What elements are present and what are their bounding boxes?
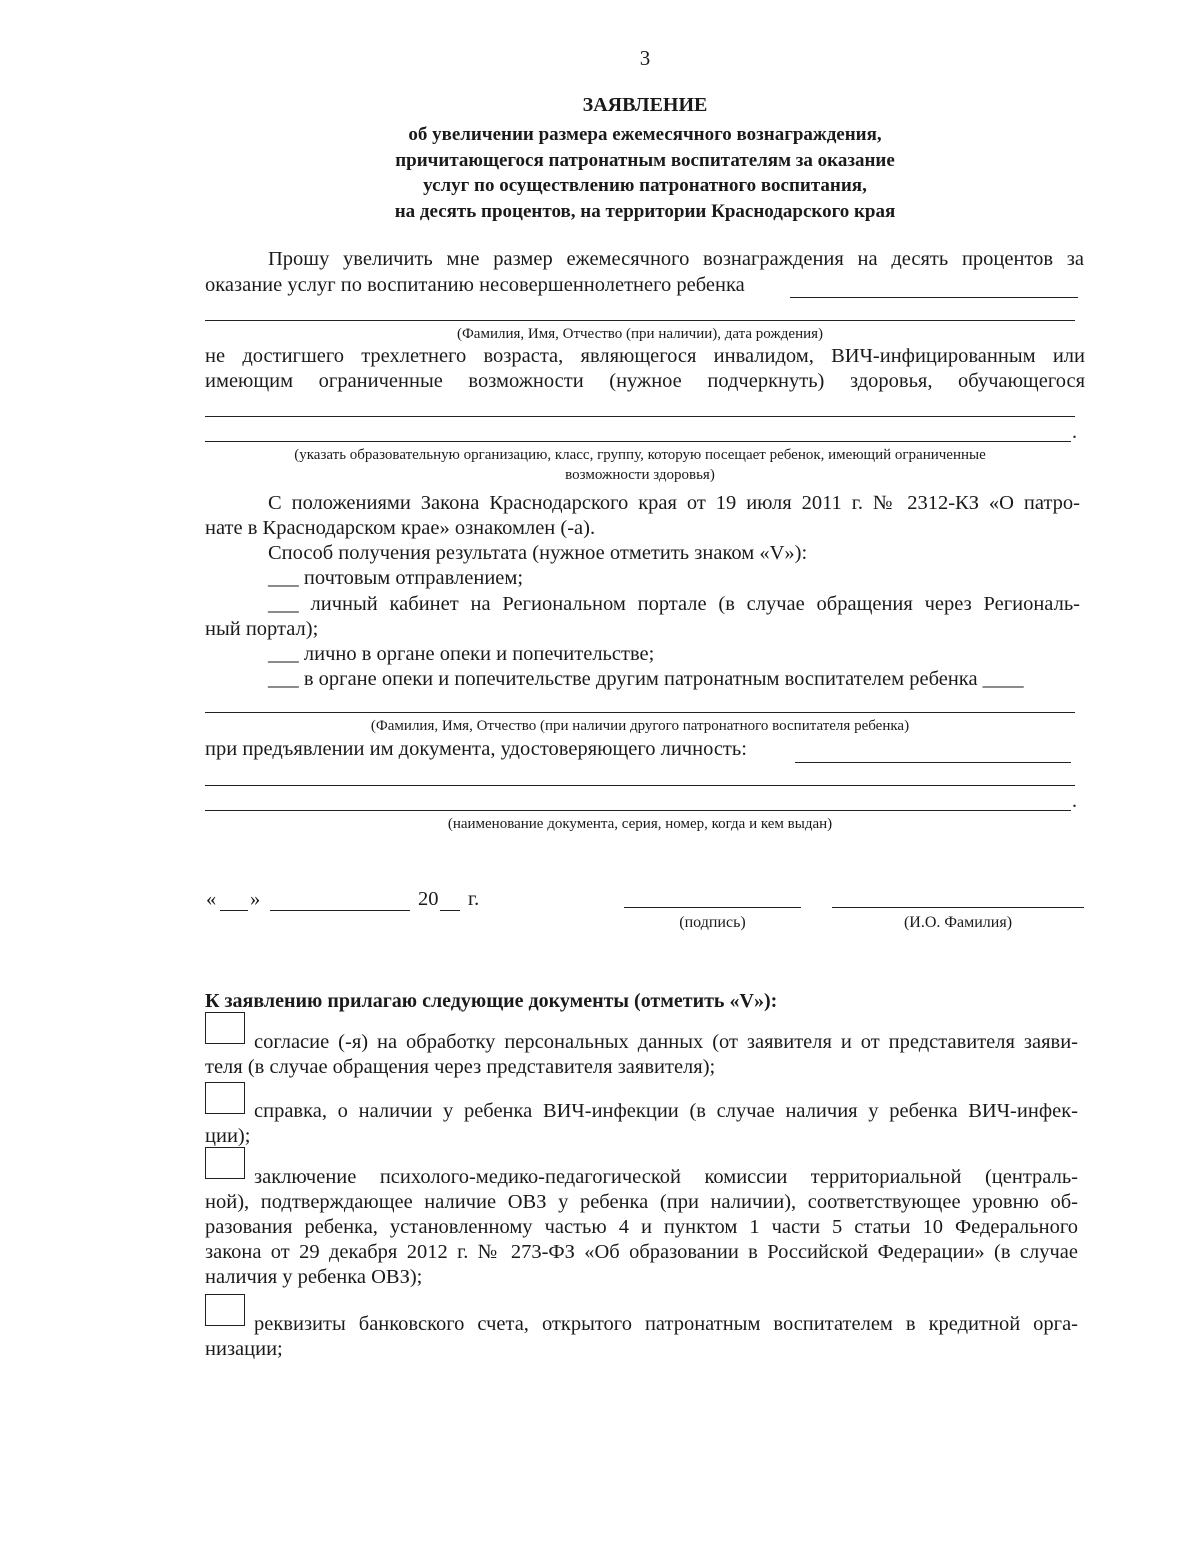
date-year-suffix: г.	[468, 888, 480, 910]
attachment-pmpk-line-3: разования ребенка, установленному частью 4 и пунктом 1 части 5 статьи 10 Федерального	[205, 1216, 1078, 1238]
title-line-4: на десять процентов, на территории Краснодарского края	[394, 201, 896, 222]
title-line-3: услуг по осуществлению патронатного воспитания,	[423, 175, 867, 196]
method-option-in-person[interactable]: ___ лично в органе опеки и попечительстве;	[268, 643, 655, 665]
attachment-pmpk-line-1: заключение психолого-медико-педагогической комиссии территориальной (централь-	[254, 1166, 1078, 1188]
date-close-quote: »	[250, 888, 261, 910]
date-open-quote: «	[206, 888, 217, 910]
date-year-field[interactable]	[440, 910, 460, 911]
date-day-field[interactable]	[220, 910, 248, 911]
identity-document-field[interactable]	[795, 762, 1071, 763]
title-line-2: причитающегося патронатным воспитателям за оказание	[395, 150, 895, 171]
child-caption: (Фамилия, Имя, Отчество (при наличии), дата рождения)	[456, 326, 824, 342]
law-line-1: С положениями Закона Краснодарского края от 19 июля 2011 г. № 2312-КЗ «О патро-	[268, 492, 1080, 514]
attachment-bank-line-2: низации;	[205, 1338, 283, 1360]
attachment-pmpk-line-4: закона от 29 декабря 2012 г. № 273-ФЗ «Об образовании в Российской Федерации» (в случае	[205, 1241, 1078, 1263]
page-number: 3	[639, 46, 651, 70]
child-name-field[interactable]	[790, 297, 1078, 298]
presentation-text: при предъявлении им документа, удостоверяющего личность:	[205, 738, 747, 760]
attachment-pmpk-line-2: ной), подтверждающее наличие ОВЗ у ребенка (при наличии), соответствующее уровню об-	[205, 1191, 1078, 1213]
attachment-checkbox-consent[interactable]	[205, 1012, 245, 1044]
organization-field-1[interactable]	[205, 416, 1075, 417]
method-option-mail[interactable]: ___ почтовым отправлением;	[268, 567, 524, 589]
document-heading: ЗАЯВЛЕНИЕ	[582, 94, 708, 116]
attachment-checkbox-pmpk-conclusion[interactable]	[205, 1147, 245, 1179]
attachment-bank-line-1: реквизиты банковского счета, открытого патронатным воспитателем в кредитной орга-	[254, 1313, 1078, 1335]
method-heading: Способ получения результата (нужное отметить знаком «V»):	[268, 542, 808, 564]
document-caption: (наименование документа, серия, номер, когда и кем выдан)	[447, 816, 833, 832]
other-guardian-field[interactable]	[205, 712, 1075, 713]
attachment-checkbox-bank-details[interactable]	[205, 1294, 245, 1326]
identity-document-field-3[interactable]	[205, 810, 1071, 811]
attachment-consent-line-1: согласие (-я) на обработку персональных данных (от заявителя и от представителя заяви-	[254, 1031, 1078, 1053]
law-line-2: нате в Краснодарском крае» ознакомлен (-а).	[205, 517, 596, 539]
date-year-prefix: 20	[418, 888, 439, 910]
organization-caption-1: (указать образовательную организацию, класс, группу, которую посещает ребенок, имеющий ограниченные	[294, 447, 986, 463]
method-option-portal-cont: ный портал);	[205, 618, 319, 640]
child-name-field-2[interactable]	[205, 320, 1075, 321]
intro-line-1: Прошу увеличить мне размер ежемесячного вознаграждения на десять процентов за	[268, 248, 1084, 270]
condition-line-2: имеющим ограниченные возможности (нужное подчеркнуть) здоровья, обучающегося	[205, 370, 1085, 392]
attachments-heading: К заявлению прилагаю следующие документы (отметить «V»):	[205, 990, 778, 1012]
attachment-hiv-line-1: справка, о наличии у ребенка ВИЧ-инфекции (в случае наличия у ребенка ВИЧ-инфек-	[254, 1100, 1078, 1122]
date-month-field[interactable]	[270, 910, 410, 911]
attachment-hiv-line-2: ции);	[205, 1125, 251, 1147]
signature-caption: (подпись)	[679, 914, 746, 931]
name-field[interactable]	[832, 907, 1084, 908]
name-caption: (И.О. Фамилия)	[903, 914, 1013, 931]
attachment-pmpk-line-5: наличия у ребенка ОВЗ);	[205, 1266, 423, 1288]
signature-field[interactable]	[624, 907, 801, 908]
attachment-checkbox-hiv-certificate[interactable]	[205, 1082, 245, 1114]
method-option-portal[interactable]: ___ личный кабинет на Региональном портале (в случае обращения через Региональ-	[268, 593, 1080, 615]
period-mark-2: .	[1072, 790, 1077, 812]
title-line-1: об увеличении размера ежемесячного вознаграждения,	[408, 124, 882, 145]
condition-line-1: не достигшего трехлетнего возраста, являющегося инвалидом, ВИЧ-инфицированным или	[205, 345, 1085, 367]
organization-field-2[interactable]	[205, 441, 1071, 442]
method-option-other-guardian[interactable]: ___ в органе опеки и попечительстве другим патронатным воспитателем ребенка ____	[268, 668, 1024, 690]
other-guardian-caption: (Фамилия, Имя, Отчество (при наличии другого патронатного воспитателя ребенка)	[370, 718, 910, 734]
intro-line-2: оказание услуг по воспитанию несовершеннолетнего ребенка	[205, 274, 745, 296]
attachment-consent-line-2: теля (в случае обращения через представителя заявителя);	[205, 1056, 716, 1078]
period-mark: .	[1072, 421, 1077, 443]
organization-caption-2: возможности здоровья)	[565, 467, 715, 483]
identity-document-field-2[interactable]	[205, 785, 1075, 786]
